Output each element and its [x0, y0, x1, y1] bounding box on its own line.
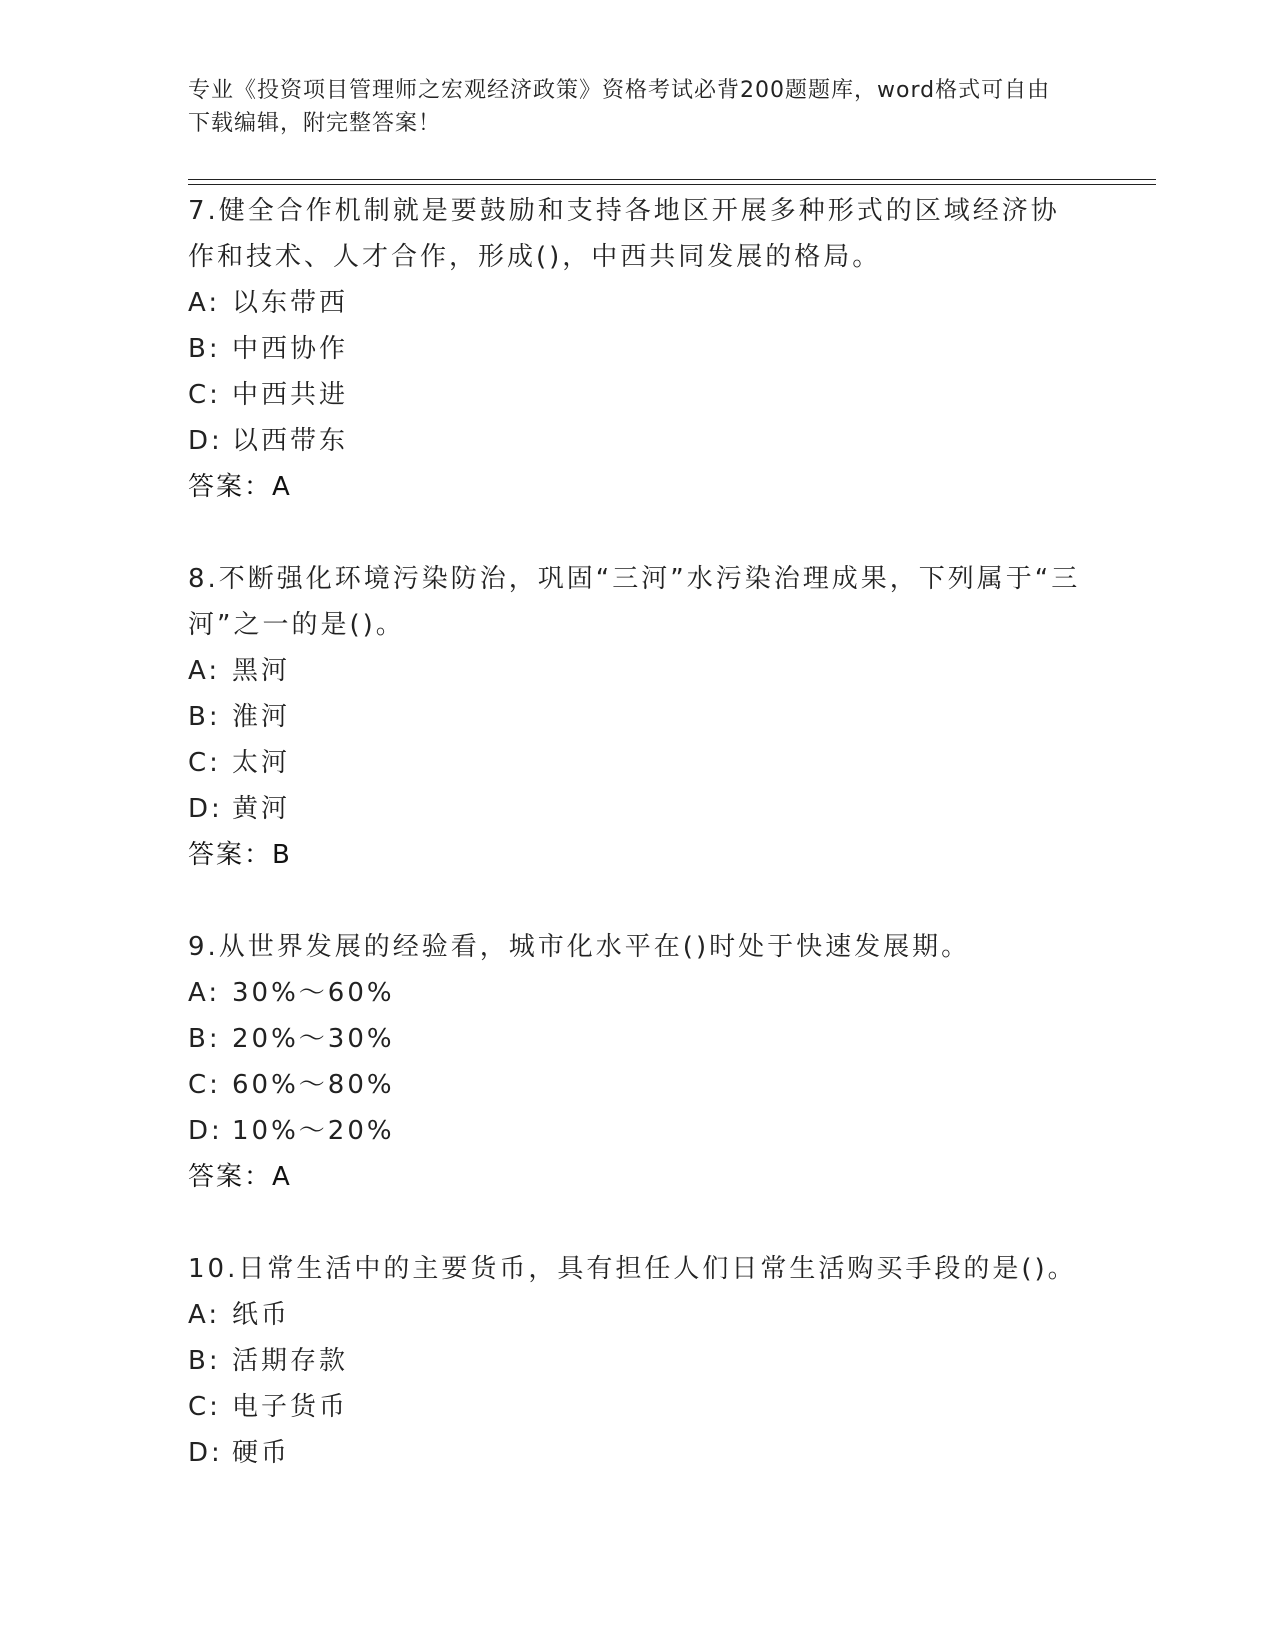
option-key: A:: [188, 1300, 221, 1330]
answer-line: 答案：A: [188, 472, 292, 502]
question-stem: 8.不断强化环境污染防治，巩固“三河”水污染治理成果，下列属于“三河”之一的是()。: [188, 564, 1081, 640]
option-text: 以东带西: [232, 288, 349, 318]
option-a: [188, 280, 1088, 326]
question-stem: 9.从世界发展的经验看，城市化水平在()时处于快速发展期。: [188, 932, 971, 962]
question-7: [188, 188, 1088, 510]
header-divider-top: [188, 179, 1156, 180]
option-text: 20%～30%: [232, 1024, 395, 1054]
option-key: B:: [188, 334, 221, 364]
question-9: [188, 924, 1088, 1200]
option-key: C:: [188, 1070, 221, 1100]
header-divider-bottom: [188, 184, 1156, 185]
option-key: D:: [188, 794, 223, 824]
option-text: 中西共进: [232, 380, 349, 410]
option-text: 10%～20%: [232, 1116, 395, 1146]
question-list: [188, 188, 1088, 1522]
option-key: A:: [188, 288, 221, 318]
document-header-title: 专业《投资项目管理师之宏观经济政策》资格考试必背200题题库，word格式可自由下载编辑，附完整答案！: [188, 78, 1051, 136]
option-key: D:: [188, 1116, 223, 1146]
option-key: C:: [188, 1392, 221, 1422]
option-text: 30%～60%: [232, 978, 395, 1008]
option-text: 黄河: [232, 794, 291, 824]
option-d: [188, 786, 1088, 832]
option-key: D:: [188, 426, 223, 456]
option-c: [188, 372, 1088, 418]
option-d: [188, 1430, 1088, 1476]
option-c: [188, 740, 1088, 786]
option-key: C:: [188, 748, 221, 778]
option-text: 黑河: [232, 656, 291, 686]
option-key: C:: [188, 380, 221, 410]
question-10: [188, 1246, 1088, 1476]
question-stem: 10.日常生活中的主要货币，具有担任人们日常生活购买手段的是()。: [188, 1254, 1077, 1284]
answer-line: 答案：A: [188, 1162, 292, 1192]
option-text: 活期存款: [232, 1346, 349, 1376]
option-d: [188, 1108, 1088, 1154]
option-c: [188, 1062, 1088, 1108]
option-key: A:: [188, 656, 221, 686]
option-text: 太河: [232, 748, 291, 778]
option-text: 电子货币: [232, 1392, 349, 1422]
option-key: D:: [188, 1438, 223, 1468]
option-a: [188, 970, 1088, 1016]
option-b: [188, 694, 1088, 740]
option-a: [188, 648, 1088, 694]
option-b: [188, 326, 1088, 372]
option-text: 60%～80%: [232, 1070, 395, 1100]
option-a: [188, 1292, 1088, 1338]
option-text: 以西带东: [232, 426, 349, 456]
question-8: [188, 556, 1088, 878]
answer-line: 答案：B: [188, 840, 292, 870]
option-text: 纸币: [232, 1300, 291, 1330]
option-key: B:: [188, 702, 221, 732]
option-text: 中西协作: [232, 334, 349, 364]
option-b: [188, 1338, 1088, 1384]
option-text: 硬币: [232, 1438, 291, 1468]
option-key: B:: [188, 1024, 221, 1054]
option-c: [188, 1384, 1088, 1430]
option-d: [188, 418, 1088, 464]
option-b: [188, 1016, 1088, 1062]
option-text: 淮河: [232, 702, 291, 732]
question-stem: 7.健全合作机制就是要鼓励和支持各地区开展多种形式的区域经济协作和技术、人才合作，形成()，中西共同发展的格局。: [188, 196, 1060, 272]
option-key: B:: [188, 1346, 221, 1376]
option-key: A:: [188, 978, 221, 1008]
